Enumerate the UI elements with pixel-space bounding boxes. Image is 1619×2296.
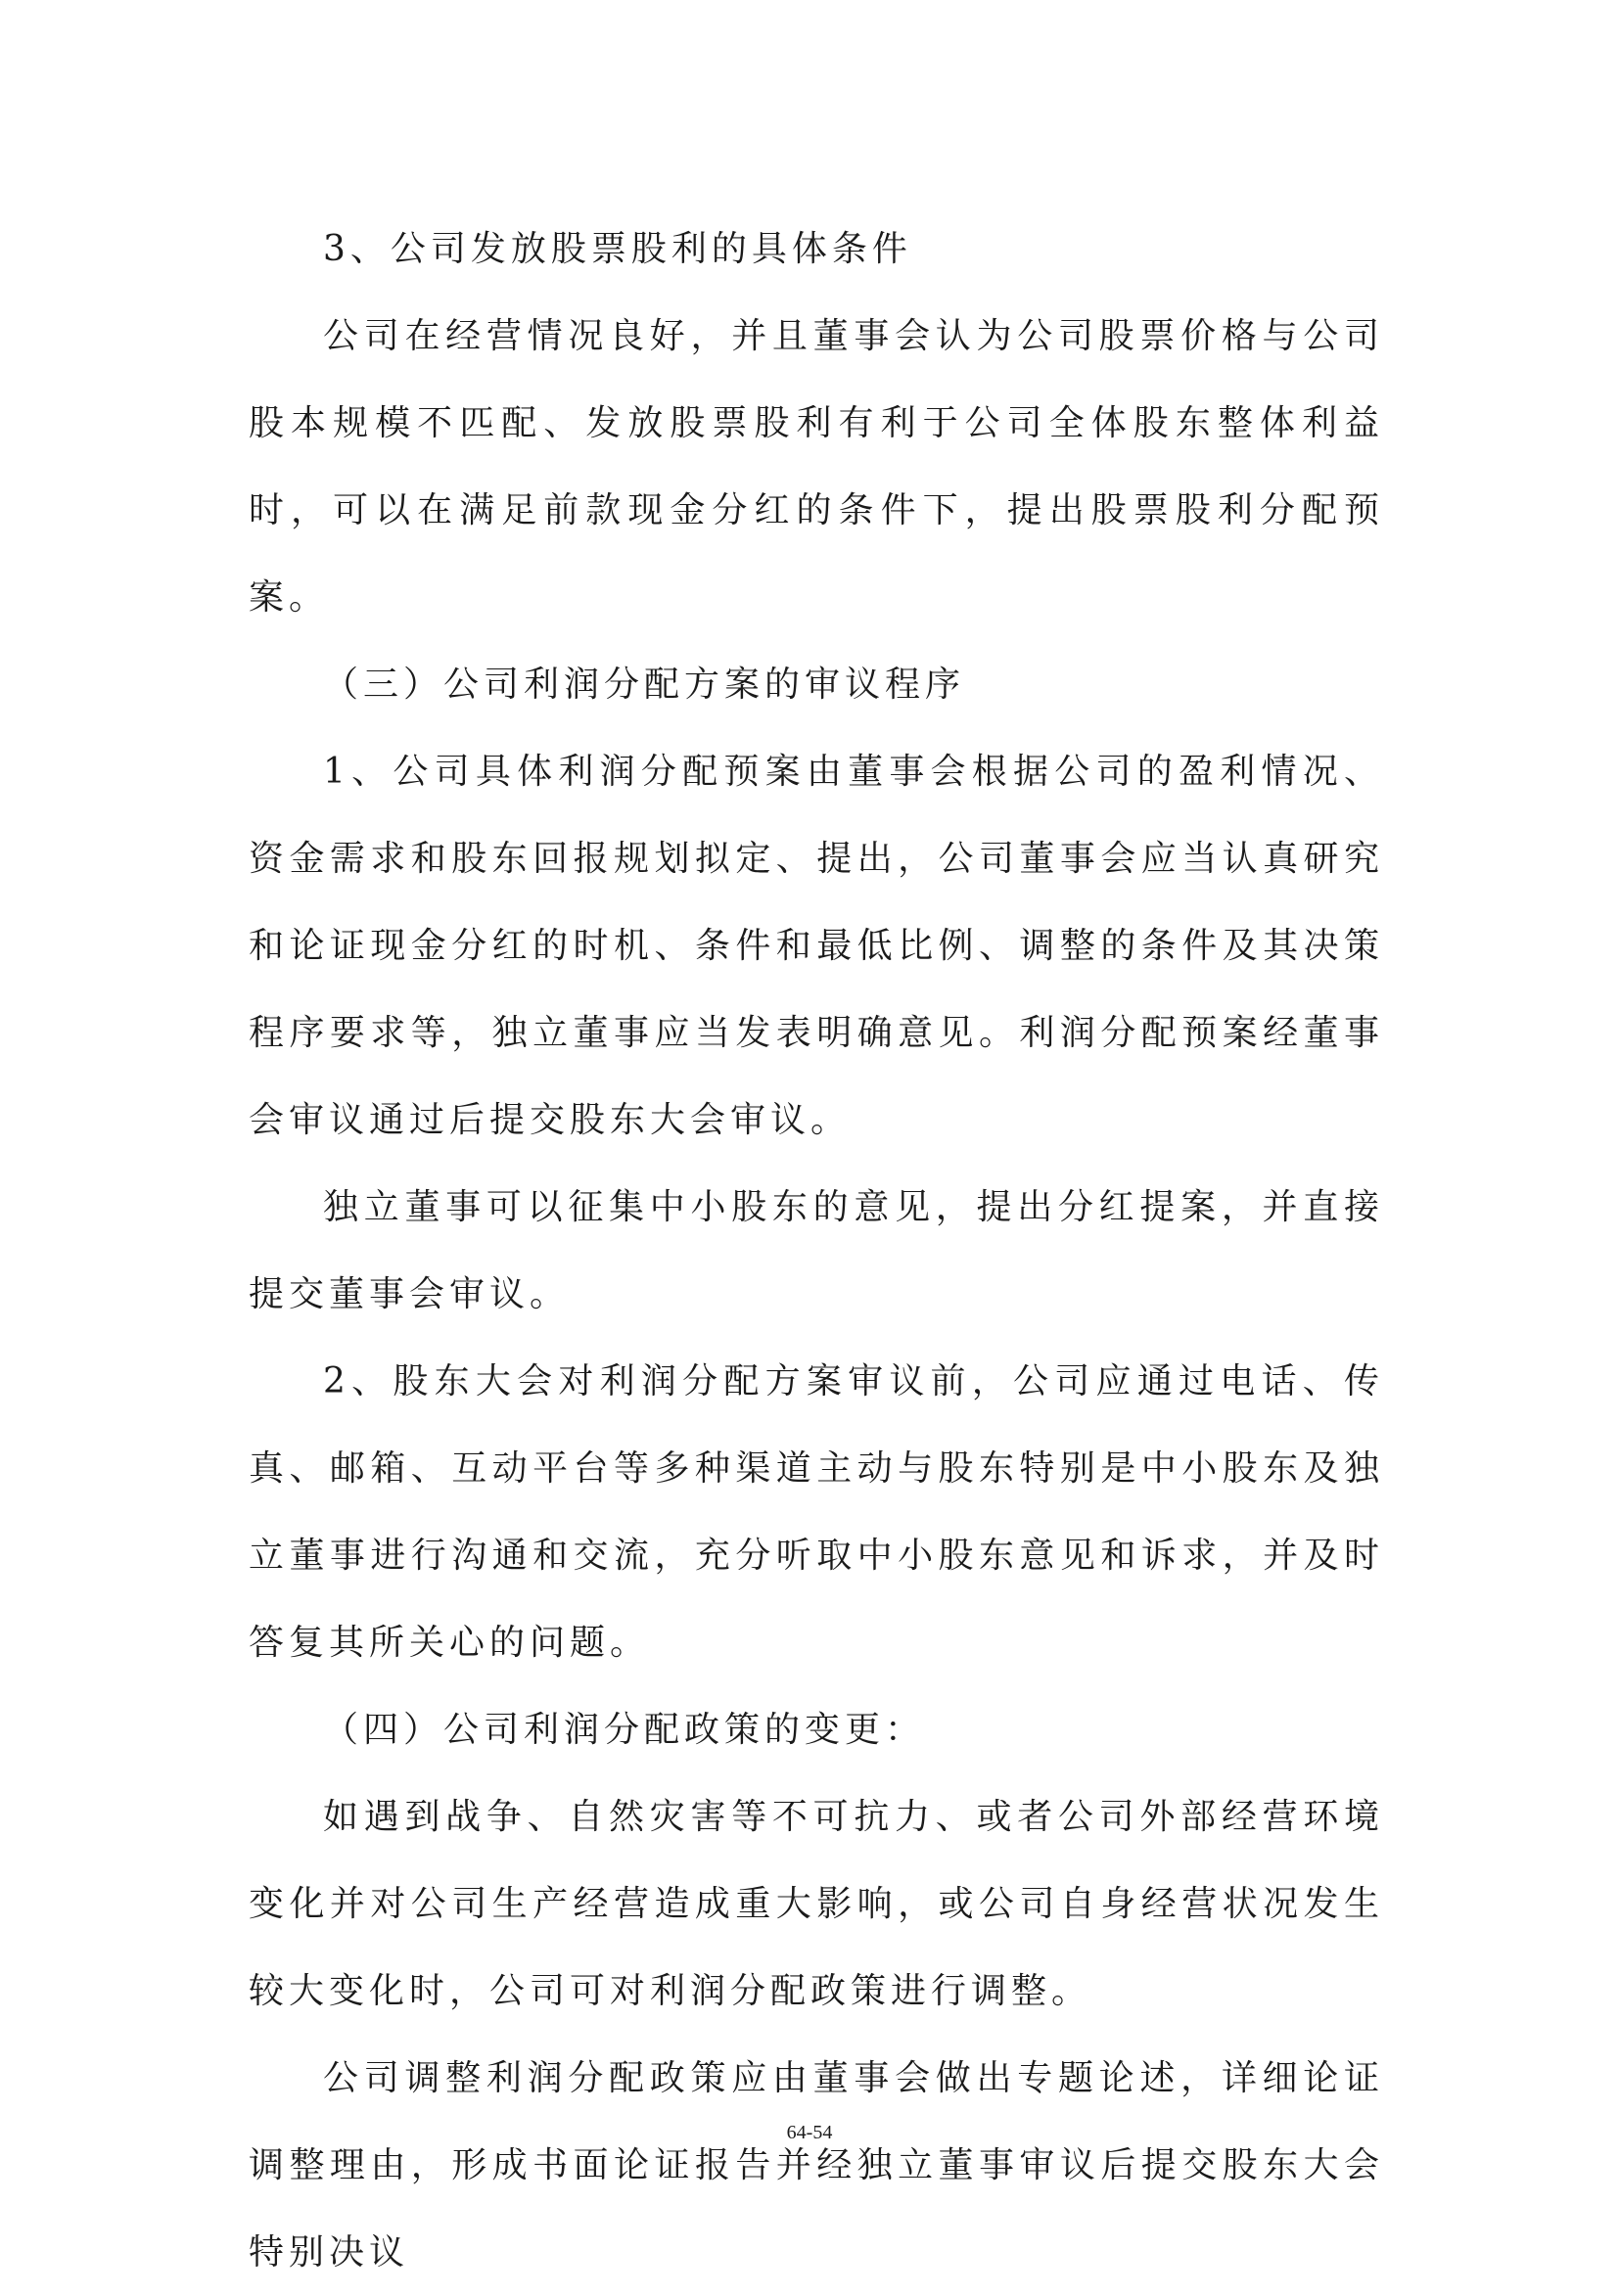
paragraph-independent-directors: 独立董事可以征集中小股东的意见，提出分红提案，并直接提交董事会审议。	[249, 1187, 1384, 1314]
paragraph-policy-adjustment-process: 公司调整利润分配政策应由董事会做出专题论述，详细论证调整理由，形成书面论证报告并经独立董事审议后提交股东大会特别决议	[249, 2058, 1384, 2273]
section-heading-review-procedure: （三）公司利润分配方案的审议程序	[323, 665, 966, 705]
section-heading-policy-change: （四）公司利润分配政策的变更：	[323, 1710, 926, 1750]
page-number: 64-54	[786, 2122, 833, 2143]
paragraph-stock-dividend-conditions: 公司在经营情况良好，并且董事会认为公司股票价格与公司股本规模不匹配、发放股票股利有利于公司全体股东整体利益时，可以在满足前款现金分红的条件下，提出股票股利分配预案。	[249, 316, 1384, 618]
paragraph-policy-change-conditions: 如遇到战争、自然灾害等不可抗力、或者公司外部经营环境变化并对公司生产经营造成重大影响，或公司自身经营状况发生较大变化时，公司可对利润分配政策进行调整。	[249, 1797, 1384, 2011]
paragraph-review-procedure-2: 2、股东大会对利润分配方案审议前，公司应通过电话、传真、邮箱、互动平台等多种渠道主动与股东特别是中小股东及独立董事进行沟通和交流，充分听取中小股东意见和诉求，并及时答复其所关心的问题。	[249, 1361, 1384, 1663]
paragraph-stock-dividend-heading: 3、公司发放股票股利的具体条件	[323, 229, 912, 269]
paragraph-review-procedure-1: 1、公司具体利润分配预案由董事会根据公司的盈利情况、资金需求和股东回报规划拟定、提出，公司董事会应当认真研究和论证现金分红的时机、条件和最低比例、调整的条件及其决策程序要求等，独立董事应当发表明确意见。利润分配预案经董事会审议通过后提交股东大会审议。	[249, 752, 1384, 1140]
document-body	[249, 206, 1384, 2296]
